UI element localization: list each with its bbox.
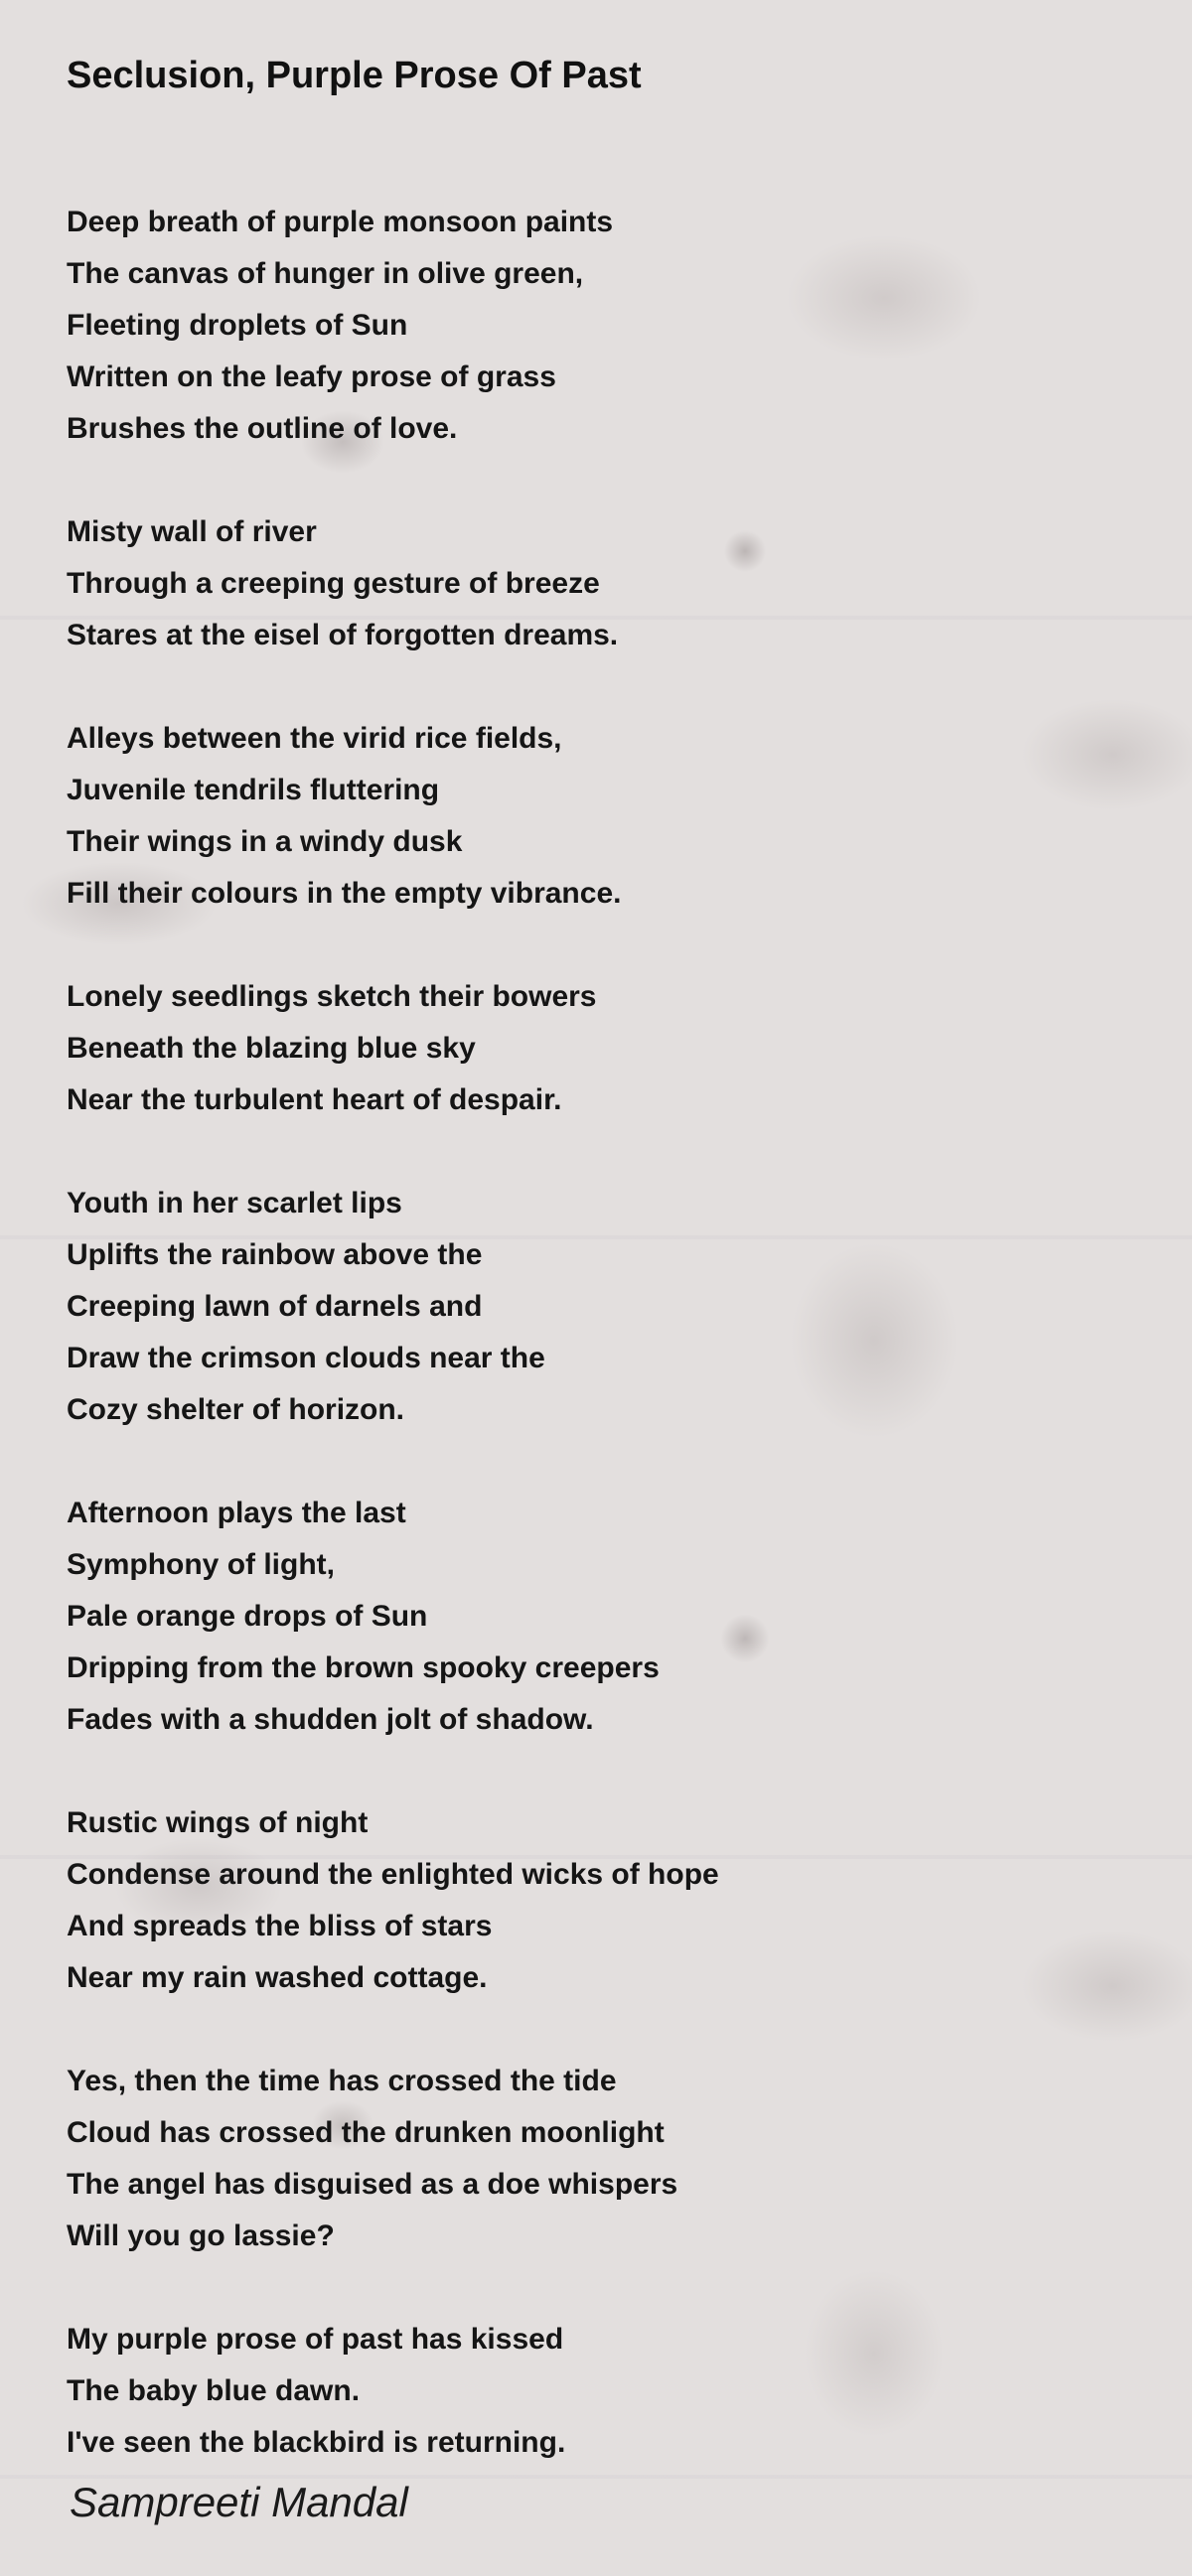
stanza: [67, 2056, 1119, 2262]
poem-line: Juvenile tendrils fluttering: [67, 774, 440, 806]
poem-line: I've seen the blackbird is returning.: [67, 2426, 566, 2459]
stanza: [67, 971, 1119, 1126]
poem-line: Lonely seedlings sketch their bowers: [67, 980, 597, 1013]
poem-body: [67, 197, 1119, 2469]
poem-line: Fleeting droplets of Sun: [67, 309, 408, 342]
poem-line: Yes, then the time has crossed the tide: [67, 2065, 617, 2097]
poem-line: Stares at the eisel of forgotten dreams.: [67, 619, 619, 651]
poem-author: Sampreeti Mandal: [70, 2479, 408, 2525]
poem-line: Beneath the blazing blue sky: [67, 1032, 476, 1065]
poem-line: Cozy shelter of horizon.: [67, 1393, 405, 1426]
stanza: [67, 1488, 1119, 1746]
poem-line: Fill their colours in the empty vibrance.: [67, 877, 622, 910]
poem-line: Cloud has crossed the drunken moonlight: [67, 2116, 665, 2149]
stanza: [67, 2314, 1119, 2469]
stanza: [67, 1178, 1119, 1436]
poem-line: Uplifts the rainbow above the: [67, 1238, 483, 1271]
poem-line: Dripping from the brown spooky creepers: [67, 1651, 660, 1684]
poem-line: Written on the leafy prose of grass: [67, 360, 556, 393]
poem-line: Near the turbulent heart of despair.: [67, 1083, 562, 1116]
poem-title: Seclusion, Purple Prose Of Past: [67, 55, 642, 96]
poem-line: Draw the crimson clouds near the: [67, 1342, 545, 1374]
poem-line: Afternoon plays the last: [67, 1497, 406, 1529]
poem-line: The canvas of hunger in olive green,: [67, 257, 584, 290]
stanza: [67, 506, 1119, 661]
poem-line: Will you go lassie?: [67, 2219, 335, 2252]
poem-line: Misty wall of river: [67, 515, 317, 548]
poem-line: Rustic wings of night: [67, 1806, 369, 1839]
poem-line: Through a creeping gesture of breeze: [67, 567, 600, 600]
poem-line: Alleys between the virid rice fields,: [67, 722, 562, 755]
poem-line: And spreads the bliss of stars: [67, 1910, 493, 1942]
poem-line: Youth in her scarlet lips: [67, 1187, 402, 1219]
poem-line: Deep breath of purple monsoon paints: [67, 206, 614, 238]
poem-line: Pale orange drops of Sun: [67, 1600, 428, 1633]
poem-page: [67, 48, 1119, 2520]
stanza: [67, 1797, 1119, 2004]
poem-line: The angel has disguised as a doe whispers: [67, 2168, 678, 2201]
poem-line: Condense around the enlighted wicks of hope: [67, 1858, 719, 1891]
poem-line: Near my rain washed cottage.: [67, 1961, 488, 1994]
poem-line: The baby blue dawn.: [67, 2374, 361, 2407]
poem-line: Fades with a shudden jolt of shadow.: [67, 1703, 594, 1736]
poem-line: Their wings in a windy dusk: [67, 825, 463, 858]
poem-line: Creeping lawn of darnels and: [67, 1290, 483, 1323]
poem-line: Brushes the outline of love.: [67, 412, 458, 445]
stanza: [67, 197, 1119, 455]
poem-line: Symphony of light,: [67, 1548, 335, 1581]
stanza: [67, 713, 1119, 920]
poem-line: My purple prose of past has kissed: [67, 2323, 564, 2356]
